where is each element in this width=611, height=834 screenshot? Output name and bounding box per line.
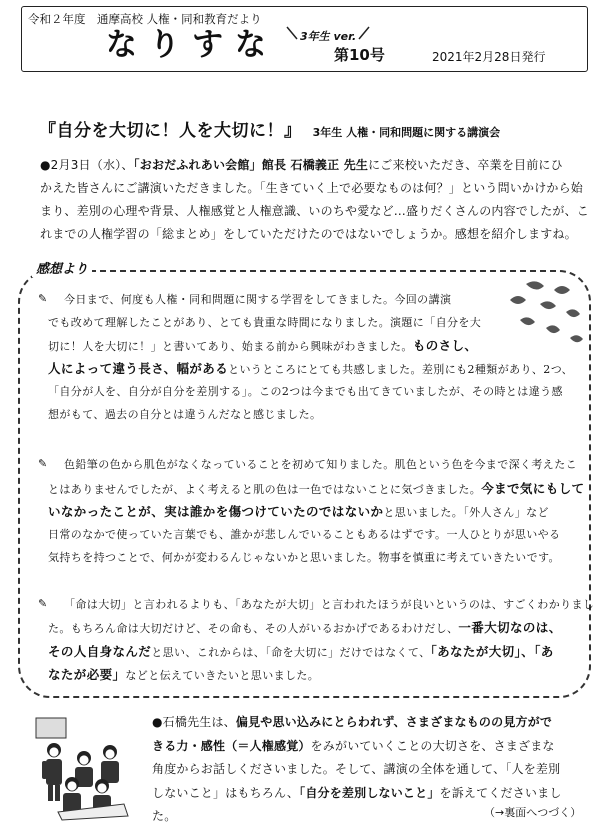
impression-2-emphasis-b: いなかったことが、実は誰かを傷つけていたのではないか [48, 504, 384, 519]
impression-3-line-3 [48, 644, 554, 660]
leaf-shape [570, 335, 583, 342]
person-seated-2 [101, 745, 119, 783]
closing-line-4-tail: を訴えてくださいまし [439, 786, 562, 800]
impression-3-line-4-text: などと伝えていきたいと思いました。 [125, 669, 320, 682]
closing-line-2 [152, 738, 555, 754]
leaf-shape [540, 301, 556, 309]
impression-2-line-2 [48, 481, 584, 497]
impression-1-line-2: でも改めて理解したことがあり、とても貴重な時間になりました。演題に「自分を大 [48, 316, 482, 329]
impression-2-line-5: 気持ちを持つことで、何かが変わるんじゃないかと思いました。物事を慎重に考えていきたいです。 [48, 551, 560, 564]
impression-3-emphasis-a: 一番大切なのは、 [458, 620, 562, 635]
slash-right-icon [358, 26, 370, 40]
impression-2-line-1: 色鉛筆の色から肌色がなくなっていることを初めて知りました。肌色という色を今まで深く考えたこ [64, 458, 577, 471]
leaf-shape [526, 281, 544, 289]
intro-line-1-lead: ●2月3日（水）、 [40, 158, 134, 172]
impression-2-line-2-text: とはありませんでしたが、よく考えると肌の色は一色ではないことに気づきました。 [48, 483, 482, 496]
impression-2-line-3 [48, 504, 549, 520]
impression-1-line-3 [48, 338, 477, 354]
lecturer-name: 「おおだふれあい会館」館長 石橋義正 先生 [133, 158, 369, 172]
impression-1-line-3-text: 切に！人を大切に！」と書いてあり、始まる前から興味がわきました。 [48, 340, 413, 353]
organization-line: 令和２年度 通摩高校 人権・同和教育だより [28, 12, 262, 26]
grade-version-text: 3年生 ver. [300, 30, 357, 43]
lecture-subtitle: 3年生 人権・同和問題に関する講演会 [312, 126, 501, 139]
impression-1-emphasis-b: 人によって違う長さ、幅がある [48, 361, 229, 376]
pencil-icon: ✎ [38, 457, 48, 470]
closing-emphasis-c: 「自分を差別しないこと」 [299, 786, 440, 800]
impression-3-line-2 [48, 620, 562, 636]
impression-3-line-3-text: と思い、これからは、「命を大切に」だけではなくて、 [151, 646, 431, 659]
closing-emphasis-b: きる力・感性（＝人権感覚） [152, 739, 311, 753]
impression-3-emphasis-d: なたが必要」 [48, 667, 126, 682]
intro-line-4: れまでの人権学習の「総まとめ」をしていただけたのではないでしょうか。感想を紹介しますね。 [40, 227, 577, 241]
impression-1-line-1: 今日まで、何度も人権・同和問題に関する学習をしてきました。今回の講演 [64, 293, 452, 306]
audience-illustration [28, 712, 134, 822]
falling-leaves-illustration [496, 276, 586, 356]
continued-note: （→裏面へつづく） [484, 806, 582, 819]
leaf-shape [510, 296, 526, 304]
impressions-label: 感想より [32, 258, 92, 277]
impression-3-emphasis-c: 「あなたが大切」、「あ [430, 644, 554, 659]
closing-line-1-lead: ●石橋先生は、 [152, 715, 236, 729]
impression-2-line-3-text: と思いました。「外人さん」など [383, 506, 549, 519]
impression-1-line-6: 想がもて、過去の自分とは違うんだなと感じました。 [48, 408, 322, 421]
closing-line-1 [152, 714, 552, 730]
leaf-shape [554, 286, 570, 294]
newsletter-title: なりすな [106, 27, 278, 63]
leaf-shape [546, 325, 560, 333]
closing-line-3: 角度からお話しくださいました。そして、講演の全体を通して、「人を差別 [152, 762, 561, 776]
intro-line-1-tail: にご来校いただき、卒業を目前にひ [368, 158, 563, 172]
lecture-title: 『自分を大切に！人を大切に！』 [39, 121, 302, 141]
impression-1-line-4 [48, 361, 573, 377]
board-shape [36, 718, 66, 738]
impression-3-emphasis-b: その人自身なんだ [48, 644, 152, 659]
person-standing [42, 743, 62, 801]
pencil-icon: ✎ [38, 292, 48, 305]
leaf-shape [566, 309, 580, 317]
impression-1-emphasis-a: ものさし、 [412, 338, 478, 353]
impression-1-line-5: 「自分が人を、自分が自分を差別する」。この2つは今までも出てきていましたが、その時とは違う感 [48, 385, 563, 398]
impression-2-line-4: 日常のなかで使っていた言葉でも、誰かが悲しんでいることもあるはずです。一人ひとりが思いやる [48, 528, 561, 541]
publication-date: 2021年2月28日発行 [432, 50, 546, 64]
pencil-icon: ✎ [38, 597, 48, 610]
impression-3-line-2-text: た。もちろん命は大切だけど、その命も、その人がいるおかげであるわけだし、 [48, 622, 459, 635]
closing-line-5: た。 [152, 809, 177, 823]
issue-number: 第10号 [334, 46, 385, 64]
grade-version-tag [300, 28, 356, 44]
impression-3-line-4 [48, 667, 319, 683]
leaf-shape [520, 317, 535, 325]
impression-2-emphasis-a: 今まで気にもして [481, 481, 585, 496]
closing-line-4-lead: しないこと」はもちろん、 [152, 786, 300, 800]
closing-line-2-text: をみがいていくことの大切さを、さまざまな [310, 739, 555, 753]
intro-line-1 [40, 157, 563, 173]
closing-line-4 [152, 785, 562, 801]
intro-line-3: まり、差別の心理や背景、人権感覚と人権意識、いのちや愛など…盛りだくさんの内容でしたが、こ [40, 204, 590, 218]
intro-line-2: かえた皆さんにご講演いただきました。「生きていく上で必要なものは何？」という問いかけから始 [40, 181, 584, 195]
slash-left-icon [286, 26, 298, 40]
lecture-heading [39, 116, 500, 141]
impression-1-line-4-text: というところにとても共感しました。差別にも2種類があり、2つ、 [228, 363, 574, 376]
impression-3-line-1: 「命は大切」と言われるよりも、「あなたが大切」と言われたほうが良いというのは、すごくわかりまし [64, 598, 595, 611]
masthead-box [21, 6, 588, 72]
closing-emphasis-a: 偏見や思い込みにとらわれず、さまざまなものの見方がで [235, 715, 553, 729]
